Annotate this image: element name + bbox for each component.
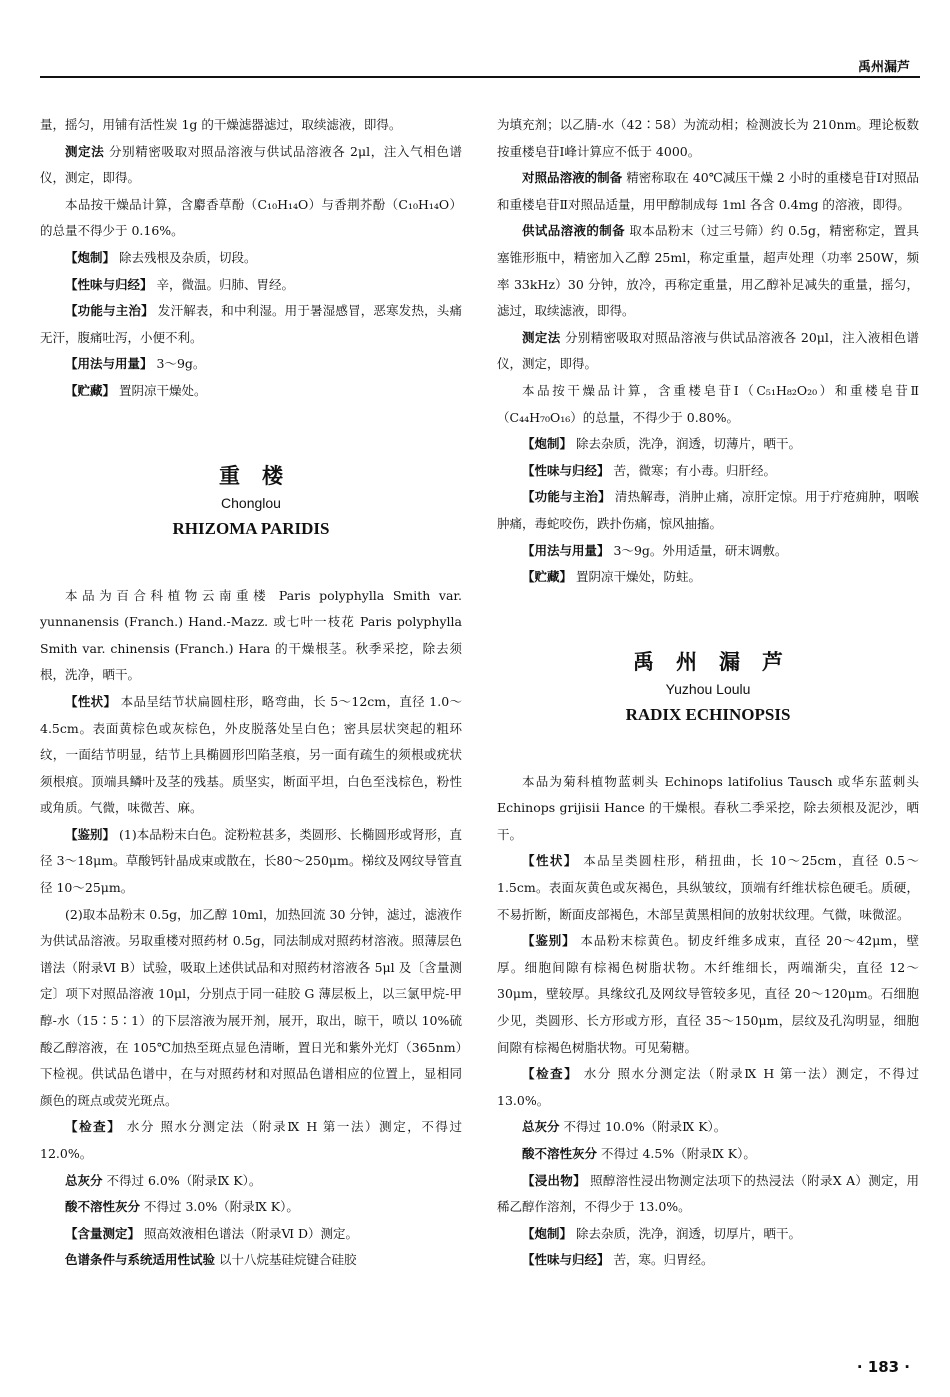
paragraph-text: 本品按干燥品计算，含麝香草酚（C₁₀H₁₄O）与香荆芥酚（C₁₀H₁₄O）的总量不得少于 0.16%。 <box>40 196 462 239</box>
right-column <box>497 112 919 1274</box>
paragraph-text: 不得过 3.0%（附录Ⅸ K）。 <box>140 1199 299 1215</box>
paragraph-text: 不得过 4.5%（附录Ⅸ K）。 <box>597 1146 756 1161</box>
left-column <box>40 112 462 1274</box>
section-label: 【鉴别】 <box>65 826 116 842</box>
paragraph-text: 不得过 6.0%（附录Ⅸ K）。 <box>102 1172 262 1188</box>
section-label: 【炮制】 <box>65 249 116 265</box>
paragraph-text: (1)本品粉末白色。淀粉粒甚多，类圆形、长椭圆形或肾形，直径 3～18μm。草酸钙针晶成束或散在，长80～250μm。梯纹及网纹导管直径 10～25μm。 <box>40 826 462 896</box>
paragraph <box>40 1194 462 1221</box>
section-paragraph <box>40 689 462 822</box>
section-label: 【性味与归经】 <box>522 462 610 478</box>
paragraph-text: 清热解毒，消肿止痛，凉肝定惊。用于疔疮痈肿，咽喉肿痛，毒蛇咬伤，跌扑伤痛，惊风抽搐。 <box>497 489 919 531</box>
entry-chonglou-heading <box>40 461 462 543</box>
section-paragraph <box>40 272 462 299</box>
section-paragraph <box>497 1168 919 1221</box>
section-label: 供试品溶液的制备 <box>522 223 625 239</box>
running-head: 禹州漏芦 <box>857 60 910 75</box>
section-label: 色谱条件与系统适用性试验 <box>65 1252 216 1268</box>
paragraph <box>497 1141 919 1168</box>
entry-pinyin-title: Yuzhou Loulu <box>665 680 751 697</box>
section-paragraph <box>497 1061 919 1114</box>
paragraph-text: 本品为百合科植物云南重楼 Paris polyphylla Smith var. yunnanensis (Franch.) Hand.-Mazz. 或七叶一枝花 Paris polyphylla Smith var. chinensis (Franch.) Hara 的干燥根茎。秋季采挖，除去须根，洗净，晒干。 <box>40 587 462 683</box>
header-rule <box>40 76 920 78</box>
paragraph-text: 除去残根及杂质，切段。 <box>115 249 257 265</box>
paragraph-text: 本品呈结节状扁圆柱形，略弯曲，长 5～12cm，直径 1.0～4.5cm。表面黄棕色或灰棕色，外皮脱落处呈白色；密具层状突起的粗环纹，一面结节明显，结节上具椭圆形凹陷茎痕，另一面有疏生的须根或疣状须根痕。顶端具鳞叶及茎的残基。质坚实，断面平坦，白色至浅棕色，粉性或角质。气微，味微苦、麻。 <box>40 693 462 816</box>
paragraph-text: 本品呈类圆柱形，稍扭曲，长 10～25cm，直径 0.5～1.5cm。表面灰黄色或灰褐色，具纵皱纹，顶端有纤维状棕色硬毛。质硬，不易折断，断面皮部褐色，木部呈黄黑相间的放射状纹理。气微，味微涩。 <box>497 853 919 922</box>
paragraph-text: 分别精密吸取对照品溶液与供试品溶液各 20μl，注入液相色谱仪，测定，即得。 <box>497 329 919 372</box>
paragraph-text: 3～9g。 <box>152 356 206 372</box>
right-continuation <box>497 112 919 591</box>
paragraph-text: (2)取本品粉末 0.5g，加乙醇 10ml，加热回流 30 分钟，滤过，滤液作为供试品溶液。另取重楼对照药材 0.5g，同法制成对照药材溶液。照薄层色谱法（附录Ⅵ B）试验，吸取上述供试品和对照药材溶液各 5μl 及〔含量测定〕项下对照品溶液 10μl，分别点于同一硅胶 G 薄层板上，以三氯甲烷-甲醇-水（15∶5∶1）的下层溶液为展开剂，展开，取出，晾干，喷以 10%硫酸乙醇溶液，在 105℃加热至斑点显色清晰，置日光和紫外光灯（365nm）下检视。供试品色谱中，在与对照药材和对照品色谱相应的位置上，显相同颜色的斑点或荧光斑点。 <box>40 906 462 1108</box>
section-paragraph <box>40 1221 462 1248</box>
section-label: 【炮制】 <box>522 436 573 452</box>
section-label: 【检查】 <box>65 1119 122 1135</box>
left-entry-body <box>40 583 462 1274</box>
entry-latin-title: RHIZOMA PARIDIS <box>172 518 330 538</box>
paragraph <box>497 112 919 165</box>
paragraph-text: 取本品粉末（过三号筛）约 0.5g，精密称定，置具塞锥形瓶中，精密加入乙醇 25ml，称定重量，超声处理（功率 250W，频率 33kHz）30 分钟，放冷，再称定重量，用乙醇补足减失的重量，摇匀，滤过，取续滤液，即得。 <box>497 223 919 319</box>
paragraph <box>40 1168 462 1195</box>
section-label: 【炮制】 <box>522 1225 573 1241</box>
section-paragraph <box>40 822 462 902</box>
paragraph <box>40 112 462 139</box>
section-label: 酸不溶性灰分 <box>522 1146 598 1161</box>
entry-pinyin-title: Chonglou <box>221 494 281 511</box>
section-label: 【浸出物】 <box>522 1172 586 1188</box>
section-label: 【性状】 <box>65 693 117 709</box>
section-paragraph <box>497 1221 919 1248</box>
section-label: 【性味与归经】 <box>522 1252 610 1268</box>
paragraph <box>497 325 919 378</box>
paragraph-text: 以十八烷基硅烷键合硅胶 <box>215 1252 357 1268</box>
paragraph <box>40 583 462 689</box>
paragraph <box>497 218 919 324</box>
section-label: 测定法 <box>65 143 105 159</box>
section-label: 【功能与主治】 <box>522 489 611 505</box>
paragraph-text: 苦，微寒；有小毒。归肝经。 <box>609 462 776 478</box>
paragraph <box>497 769 919 849</box>
entry-chinese-title: 重楼 <box>219 463 305 488</box>
section-paragraph <box>497 1247 919 1274</box>
left-prev-entry <box>40 112 462 405</box>
entry-latin-title: RADIX ECHINOPSIS <box>625 704 791 724</box>
section-label: 总灰分 <box>65 1172 103 1188</box>
section-label: 酸不溶性灰分 <box>65 1199 141 1215</box>
section-label: 【用法与用量】 <box>522 542 610 558</box>
section-paragraph <box>40 351 462 378</box>
section-label: 【贮藏】 <box>65 382 116 398</box>
paragraph-text: 分别精密吸取对照品溶液与供试品溶液各 2μl，注入气相色谱仪，测定，即得。 <box>40 143 462 186</box>
paragraph-text: 为填充剂；以乙腈-水（42∶58）为流动相；检测波长为 210nm。理论板数按重楼皂苷Ⅰ峰计算应不低于 4000。 <box>497 117 919 159</box>
section-label: 【用法与用量】 <box>65 356 153 372</box>
paragraph <box>40 1247 462 1274</box>
entry-chinese-title: 禹州漏芦 <box>633 649 805 674</box>
paragraph-text: 除去杂质，洗净，润透，切厚片，晒干。 <box>572 1225 801 1241</box>
paragraph-text: 辛，微温。归肺、胃经。 <box>152 276 294 292</box>
page-number: · 183 · <box>856 1358 910 1376</box>
right-entry-body <box>497 769 919 1274</box>
section-paragraph <box>40 1114 462 1167</box>
section-paragraph <box>497 431 919 458</box>
paragraph-text: 发汗解表，和中利湿。用于暑湿感冒，恶寒发热，头痛无汗，腹痛吐泻，小便不利。 <box>40 303 462 345</box>
paragraph <box>40 139 462 192</box>
paragraph <box>497 165 919 218</box>
paragraph-text: 本品粉末棕黄色。韧皮纤维多成束，直径 20～42μm，壁厚。细胞间隙有棕褐色树脂状物。木纤维细长，两端渐尖，直径 12～30μm，壁较厚。具缘纹孔及网纹导管较多见，直径 20～120μm。石细胞少见，类圆形、长方形或方形，直径 35～150μm，层纹及孔沟明显，细胞间隙有棕褐色树脂状物。可见菊糖。 <box>497 933 919 1055</box>
section-paragraph <box>497 848 919 928</box>
section-paragraph <box>497 564 919 591</box>
paragraph <box>497 378 919 431</box>
paragraph-text: 不得过 10.0%（附录Ⅸ K）。 <box>559 1119 727 1135</box>
section-label: 测定法 <box>522 329 561 345</box>
paragraph-text: 置阴凉干燥处。 <box>115 382 207 398</box>
section-paragraph <box>497 458 919 485</box>
section-label: 【检查】 <box>522 1066 579 1082</box>
section-label: 【含量测定】 <box>65 1225 141 1241</box>
paragraph-text: 水分 照水分测定法（附录Ⅸ H 第一法）测定，不得过 13.0%。 <box>497 1066 919 1108</box>
section-label: 总灰分 <box>522 1119 560 1135</box>
paragraph-text: 苦，寒。归胃经。 <box>609 1252 714 1268</box>
paragraph-text: 照高效液相色谱法（附录Ⅵ D）测定。 <box>140 1225 359 1241</box>
paragraph <box>40 192 462 245</box>
paragraph <box>497 1114 919 1141</box>
section-paragraph <box>497 484 919 537</box>
paragraph-text: 量，摇匀，用铺有活性炭 1g 的干燥滤器滤过，取续滤液，即得。 <box>40 117 402 132</box>
section-label: 【性味与归经】 <box>65 276 153 292</box>
entry-yuzhou-loulu-heading <box>497 647 919 729</box>
section-label: 【功能与主治】 <box>65 303 154 319</box>
section-paragraph <box>40 245 462 272</box>
section-label: 【鉴别】 <box>522 933 576 949</box>
paragraph-text: 水分 照水分测定法（附录Ⅸ H 第一法）测定，不得过 12.0%。 <box>40 1119 462 1161</box>
section-paragraph <box>497 928 919 1061</box>
paragraph-text: 除去杂质，洗净，润透，切薄片，晒干。 <box>572 436 801 452</box>
section-label: 对照品溶液的制备 <box>522 170 623 186</box>
paragraph-text: 精密称取在 40℃减压干燥 2 小时的重楼皂苷Ⅰ对照品和重楼皂苷Ⅱ对照品适量，用甲醇制成每 1ml 各含 0.4mg 的溶液，即得。 <box>497 170 919 212</box>
paragraph-text: 3～9g。外用适量，研末调敷。 <box>609 542 788 558</box>
paragraph <box>40 902 462 1115</box>
section-paragraph <box>40 378 462 405</box>
section-paragraph <box>40 298 462 351</box>
section-label: 【贮藏】 <box>522 569 573 585</box>
paragraph-text: 置阴凉干燥处，防蛀。 <box>572 569 701 585</box>
section-paragraph <box>497 538 919 565</box>
paragraph-text: 照醇溶性浸出物测定法项下的热浸法（附录Ⅹ A）测定，用稀乙醇作溶剂，不得少于 13.0%。 <box>497 1172 919 1215</box>
paragraph-text: 本品为菊科植物蓝刺头 Echinops latifolius Tausch 或华东蓝刺头 Echinops grijisii Hance 的干燥根。春秋二季采挖，除去须根及泥沙，晒干。 <box>497 773 919 842</box>
section-label: 【性状】 <box>522 853 578 869</box>
paragraph-text: 本品按干燥品计算，含重楼皂苷Ⅰ（C₅₁H₈₂O₂₀）和重楼皂苷Ⅱ（C₄₄H₇₀O₁₆）的总量，不得少于 0.80%。 <box>497 382 919 425</box>
